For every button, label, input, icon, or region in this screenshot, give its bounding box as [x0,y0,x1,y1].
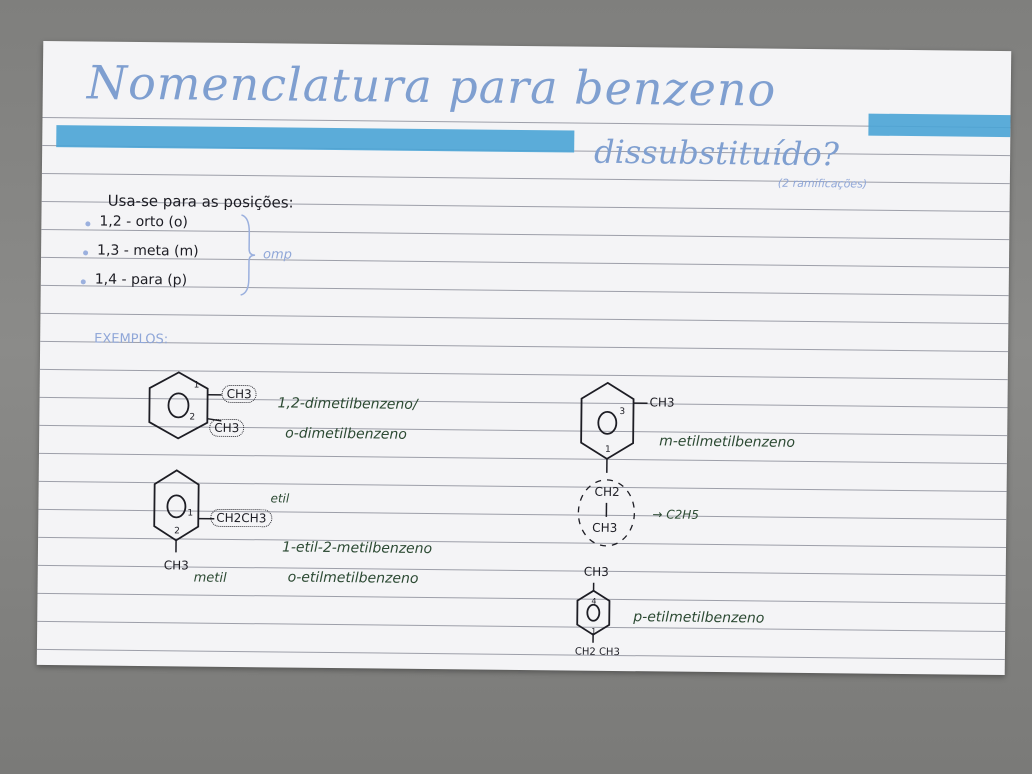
benzene-ring-ethyl-methyl [148,468,209,553]
ex4-name: p-etilmetilbenzeno [633,609,765,627]
ex4-locant-1: 1 [591,626,597,636]
ex2-name-iupac: 1-etil-2-metilbenzeno [281,539,433,558]
rule-line [40,341,1008,352]
benzene-ring-meta [577,381,658,478]
ex3-name: m-etilmetilbenzeno [659,433,796,451]
rule-line [39,453,1007,464]
highlight-bar-left [56,125,574,152]
ex4-substituent-top: CH3 [583,564,609,579]
ex4-locant-4: 4 [591,596,597,606]
ex3-group-formula: → C2H5 [652,507,699,522]
ex3-substituent-methyl: CH3 [649,395,675,410]
position-ortho: 1,2 - orto (o) [99,213,189,231]
ex2-name-common: o-etilmetilbenzeno [287,569,419,587]
page-title-line2: dissubstituído? [593,132,840,174]
ex3-group-ch3: CH3 [592,520,618,535]
ex3-locant-1: 1 [604,444,611,455]
examples-label: EXEMPLOS: [94,331,169,348]
ex2-tag-methyl: metil [193,570,227,586]
rule-line [38,593,1006,604]
ex2-locant-1: 1 [187,508,194,519]
ex2-substituent-ethyl: CH2CH3 [210,509,272,528]
rule-line [40,313,1008,324]
ex1-substituent-2: CH3 [209,419,244,437]
ex3-locant-3: 3 [619,407,626,418]
title-note: (2 ramificações) [777,176,868,191]
ex1-locant-2: 2 [189,412,196,423]
benzene-ring-para [571,581,616,647]
page-title: Nomenclatura para benzeno [86,55,777,117]
highlight-bar-right [868,114,1010,137]
rule-line [37,621,1005,632]
ex1-substituent-1: CH3 [222,385,257,403]
ex2-locant-2: 2 [174,526,180,537]
benzene-ring-ortho-dimethyl [143,368,214,449]
bullet-dot [81,279,86,284]
ex1-name-common: o-dimetilbenzeno [285,425,407,443]
ex2-tag-ethyl: etil [270,491,290,506]
ex3-group-ch2: CH2 [594,484,620,500]
ex2-substituent-methyl: CH3 [163,558,189,573]
rule-line [41,229,1009,240]
curly-bracket [237,213,258,297]
ex4-substituent-bottom: CH2 CH3 [574,646,620,659]
index-card [37,41,1011,675]
rule-line [37,646,1005,660]
intro-text: Usa-se para as posições: [107,191,294,212]
bullet-dot [85,221,90,226]
position-meta: 1,3 - meta (m) [97,242,199,260]
bullet-dot [83,250,88,255]
position-para: 1,4 - para (p) [94,271,188,289]
ex1-name-iupac: 1,2-dimetilbenzeno/ [277,395,418,413]
bracket-label: omp [262,247,293,263]
ex1-locant-1: 1 [193,380,200,391]
